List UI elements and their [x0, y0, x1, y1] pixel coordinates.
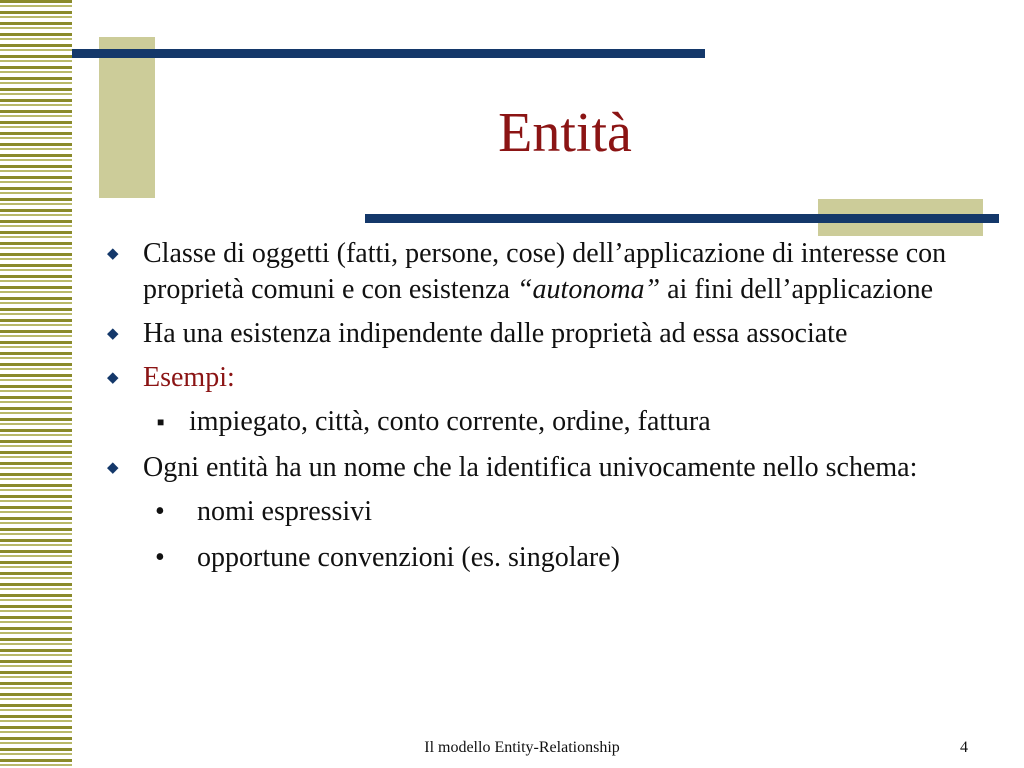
diamond-bullet-icon: ◆: [107, 460, 119, 476]
bullet-text: Esempi:: [143, 362, 235, 393]
diamond-bullet-icon: ◆: [107, 326, 119, 342]
sub-bullet-text: impiegato, città, conto corrente, ordine, fattura: [189, 406, 711, 437]
slide-title: Entità: [498, 102, 632, 164]
decorative-bar-top: [72, 49, 705, 58]
decorative-bar-middle: [365, 214, 999, 223]
bullet-existence: [100, 316, 1000, 352]
sub-bullet-text: opportune convenzioni (es. singolare): [197, 542, 620, 573]
page-number: 4: [960, 739, 968, 756]
slide-footer: Il modello Entity-Relationship: [424, 739, 620, 756]
sub-bullet-expressive-names: [100, 494, 1000, 530]
square-bullet-icon: ■: [157, 415, 165, 429]
bullet-naming: [100, 450, 1000, 486]
decorative-stripes: [0, 0, 72, 768]
sub-bullet-conventions: [100, 540, 1000, 576]
bullet-text-part: ai fini dell’applicazione: [660, 274, 934, 305]
bullet-text: Ha una esistenza indipendente dalle proprietà ad essa associate: [143, 318, 848, 349]
bullet-text-part: Classe di oggetti (fatti, persone, cose) dell’applicazione di interesse con proprietà comuni e con esistenza: [143, 238, 947, 305]
bullet-emphasis: “autonoma”: [516, 274, 661, 305]
diamond-bullet-icon: ◆: [107, 370, 119, 386]
bullet-text: Ogni entità ha un nome che la identifica univocamente nello schema:: [143, 452, 918, 483]
dot-bullet-icon: •: [155, 496, 165, 527]
decorative-square-top: [99, 37, 155, 198]
diamond-bullet-icon: ◆: [107, 246, 119, 262]
bullet-definition: [100, 236, 1000, 308]
sub-bullet-text: nomi espressivi: [197, 496, 372, 527]
sub-bullet-examples-list: [100, 404, 1000, 440]
bullet-examples: [100, 360, 1000, 396]
slide-content: [100, 236, 1000, 586]
dot-bullet-icon: •: [155, 542, 165, 573]
